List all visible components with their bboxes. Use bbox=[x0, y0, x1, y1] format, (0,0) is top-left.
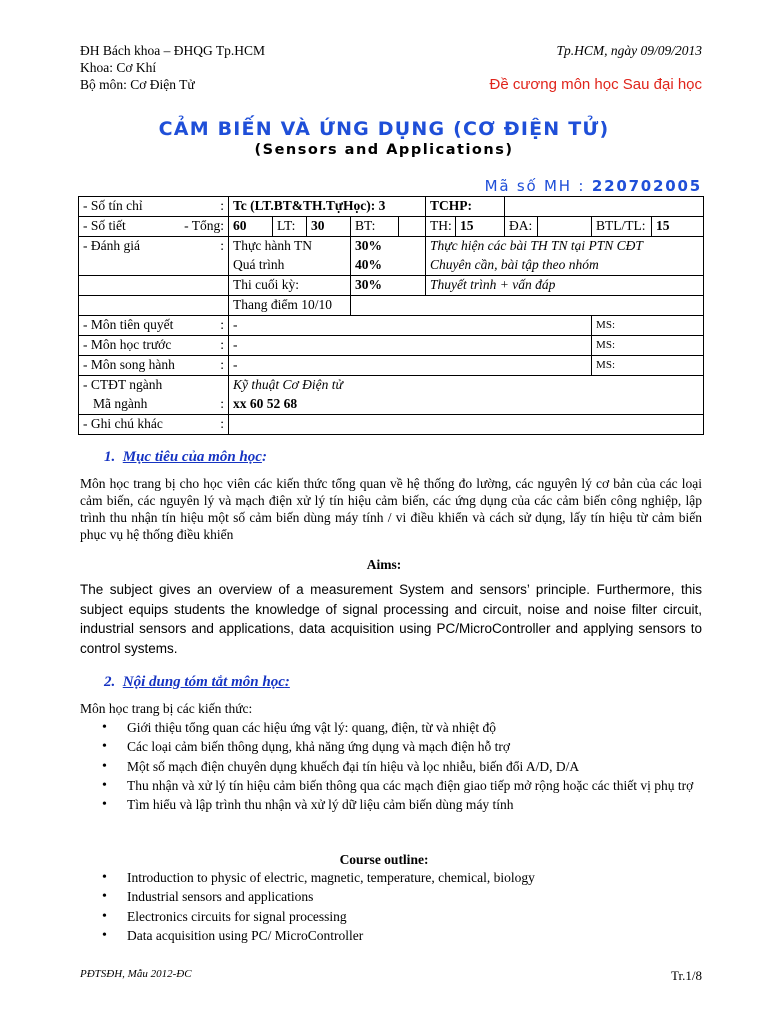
table-row bbox=[79, 256, 704, 276]
table-cell: xx 60 52 68 bbox=[229, 395, 704, 415]
table-cell: Thực hiện các bài TH TN tại PTN CĐT bbox=[426, 237, 704, 257]
table-cell bbox=[399, 217, 426, 237]
table-cell: - Môn tiên quyết : bbox=[79, 316, 229, 336]
table-cell: Tc (LT.BT&TH.TựHọc): 3 bbox=[229, 197, 426, 217]
list-item: • Một số mạch điện chuyên dụng khuếch đại tín hiệu và lọc nhiễu, biến đổi A/D, D/A bbox=[80, 758, 702, 775]
document-date: Tp.HCM, ngày 09/09/2013 bbox=[556, 43, 702, 58]
table-cell: Thực hành TN bbox=[229, 237, 351, 257]
table-cell: 15 bbox=[456, 217, 505, 237]
table-row bbox=[79, 237, 704, 257]
table-row bbox=[79, 395, 704, 415]
table-row bbox=[79, 276, 704, 296]
table-cell: LT: bbox=[273, 217, 307, 237]
table-cell: - bbox=[229, 356, 592, 376]
table-cell: - Môn song hành : bbox=[79, 356, 229, 376]
table-cell: - CTĐT ngành bbox=[79, 376, 229, 396]
department-name: Bộ môn: Cơ Điện Tử bbox=[80, 77, 195, 92]
table-cell bbox=[505, 197, 704, 217]
table-row bbox=[79, 296, 704, 316]
table-cell: 30% bbox=[351, 276, 426, 296]
table-cell: Mã ngành : bbox=[79, 395, 229, 415]
section-2-intro: Môn học trang bị các kiến thức: bbox=[80, 701, 253, 716]
table-cell: Chuyên cần, bài tập theo nhóm bbox=[426, 256, 704, 276]
content-list bbox=[80, 719, 702, 815]
page-footer bbox=[80, 968, 702, 984]
aims-text: The subject gives an overview of a measurement System and sensors’ principle. Furthermore, this subject equips students the knowledge of signal processing and circuit, noise and noise filter circuit, industrial sensors and applications, data acquisition using PC/MicroController and applying sensors to control systems. bbox=[80, 582, 702, 656]
course-info-table bbox=[78, 196, 704, 435]
table-cell: MS: bbox=[592, 336, 704, 356]
table-cell: Kỹ thuật Cơ Điện tử bbox=[229, 376, 704, 396]
table-cell: - Môn học trước : bbox=[79, 336, 229, 356]
table-row bbox=[79, 415, 704, 435]
table-cell bbox=[351, 296, 704, 316]
table-row bbox=[79, 217, 704, 237]
table-row bbox=[79, 376, 704, 396]
faculty-name: Khoa: Cơ Khí bbox=[80, 60, 157, 75]
course-outline-list bbox=[80, 869, 702, 946]
table-row bbox=[79, 336, 704, 356]
table-row bbox=[79, 197, 704, 217]
table-cell: 60 bbox=[229, 217, 273, 237]
university-name: ĐH Bách khoa – ĐHQG Tp.HCM bbox=[80, 43, 265, 58]
table-cell: TH: bbox=[426, 217, 456, 237]
table-row bbox=[79, 316, 704, 336]
table-cell: - Số tiết - Tổng: bbox=[79, 217, 229, 237]
list-item: • Introduction to physic of electric, magnetic, temperature, chemical, biology bbox=[80, 869, 702, 886]
table-cell: - Số tín chỉ : bbox=[79, 197, 229, 217]
table-cell: - Đánh giá : bbox=[79, 237, 229, 257]
course-outline-heading: Course outline: bbox=[339, 852, 429, 867]
table-cell: Thuyết trình + vấn đáp bbox=[426, 276, 704, 296]
table-cell bbox=[79, 276, 229, 296]
list-item: • Industrial sensors and applications bbox=[80, 888, 702, 905]
table-cell: 40% bbox=[351, 256, 426, 276]
table-cell: - bbox=[229, 336, 592, 356]
table-cell: - Ghi chú khác : bbox=[79, 415, 229, 435]
form-code: PĐTSĐH, Mẫu 2012-ĐC bbox=[80, 968, 192, 980]
course-code bbox=[485, 177, 702, 195]
list-item: • Các loại cảm biến thông dụng, khả năng ứng dụng và mạch điện hỗ trợ bbox=[80, 738, 702, 755]
table-cell: 30 bbox=[307, 217, 351, 237]
table-cell: BTL/TL: bbox=[592, 217, 652, 237]
list-item: • Data acquisition using PC/ MicroController bbox=[80, 927, 702, 944]
course-code-value: 220702005 bbox=[591, 177, 702, 195]
section-2-heading: 2. Nội dung tóm tắt môn học: bbox=[104, 674, 290, 690]
table-cell bbox=[538, 217, 592, 237]
section-1-heading: 1. Mục tiêu của môn học: bbox=[104, 449, 267, 465]
list-item: • Tìm hiểu và lập trình thu nhận và xử lý dữ liệu cảm biến dùng máy tính bbox=[80, 796, 702, 813]
table-cell: - bbox=[229, 316, 592, 336]
table-cell: MS: bbox=[592, 316, 704, 336]
table-cell: ĐA: bbox=[505, 217, 538, 237]
outline-title: Đề cương môn học Sau đại học bbox=[489, 76, 702, 93]
list-item: • Thu nhận và xử lý tín hiệu cảm biến thông qua các mạch điện giao tiếp mở rộng hoặc các thiết vị phụ trợ bbox=[80, 777, 702, 794]
table-cell: 15 bbox=[652, 217, 704, 237]
table-cell bbox=[79, 256, 229, 276]
table-cell bbox=[229, 415, 704, 435]
document-header bbox=[80, 42, 702, 93]
course-subtitle: (Sensors and Applications) bbox=[254, 142, 514, 158]
table-cell: Thi cuối kỳ: bbox=[229, 276, 351, 296]
table-cell: MS: bbox=[592, 356, 704, 376]
table-row bbox=[79, 356, 704, 376]
table-cell bbox=[79, 296, 229, 316]
section-1-text: Môn học trang bị cho học viên các kiến thức tổng quan về hệ thống đo lường, các nguyên lý cơ bản của các loại cảm biến, các nguyên lý và mạch điện xử lý tín hiệu cảm biến, các ứng dụng của các cảm biến công nghiệp, lập trình thu nhận tín hiệu một số cảm biến dùng máy tính / vi điều khiển và cách sử dụng, lấy tín hiệu từ cảm biến phục vụ hệ thống điều khiển bbox=[80, 476, 702, 542]
course-code-label: Mã số MH : bbox=[484, 177, 592, 195]
page-number: Tr.1/8 bbox=[671, 968, 702, 983]
table-cell: 30% bbox=[351, 237, 426, 257]
table-cell: Quá trình bbox=[229, 256, 351, 276]
table-cell: BT: bbox=[351, 217, 399, 237]
course-title: CẢM BIẾN VÀ ỨNG DỤNG (CƠ ĐIỆN TỬ) bbox=[158, 118, 610, 140]
table-cell: TCHP: bbox=[426, 197, 505, 217]
aims-heading: Aims: bbox=[366, 557, 402, 572]
table-cell: Thang điểm 10/10 bbox=[229, 296, 351, 316]
list-item: • Giới thiệu tổng quan các hiệu ứng vật lý: quang, điện, từ và nhiệt độ bbox=[80, 719, 702, 736]
list-item: • Electronics circuits for signal processing bbox=[80, 908, 702, 925]
